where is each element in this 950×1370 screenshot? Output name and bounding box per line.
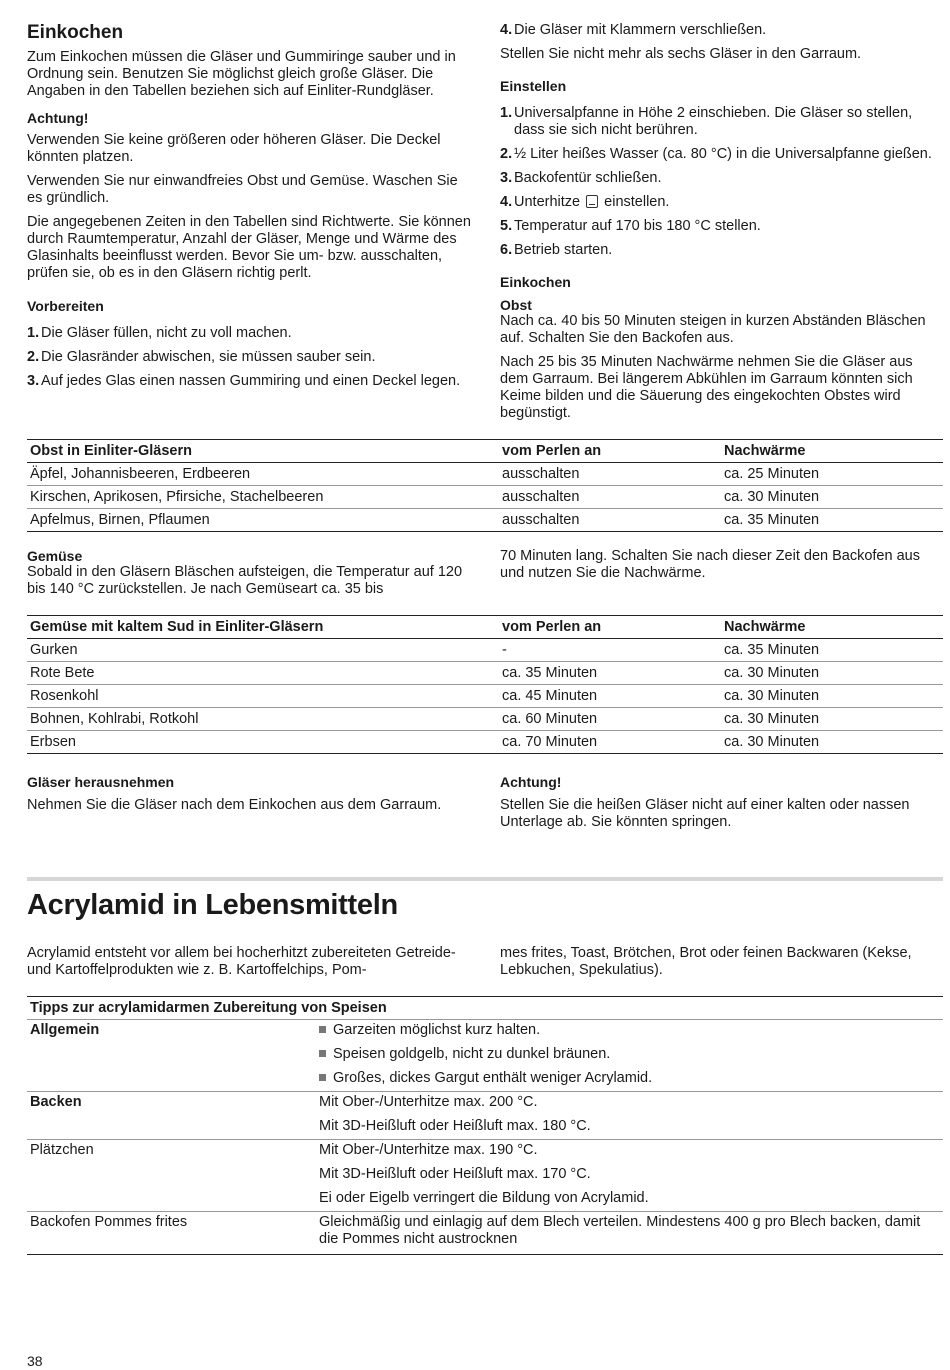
table-cell: Erbsen xyxy=(27,731,499,754)
tips-group-items xyxy=(316,1020,943,1092)
einstellen-step: 4. Unterhitze einstellen. xyxy=(500,194,670,210)
vorbereiten-step: 2. Die Glasränder abwischen, sie müssen sauber sein. xyxy=(27,349,376,365)
table-row xyxy=(27,708,943,731)
section-divider xyxy=(27,877,943,881)
table-cell: - xyxy=(499,639,721,662)
table-cell: ca. 35 Minuten xyxy=(721,509,943,532)
herausnehmen-label: Gläser herausnehmen xyxy=(27,774,175,790)
einkochen-section xyxy=(27,22,943,429)
table-cell: ca. 30 Minuten xyxy=(721,685,943,708)
vorbereiten-step: 3. Auf jedes Glas einen nassen Gummiring und einen Deckel legen. xyxy=(27,373,461,389)
column-header: vom Perlen an xyxy=(499,440,721,463)
table-cell: Gurken xyxy=(27,639,499,662)
einkochen-title: Einkochen xyxy=(27,22,124,43)
tips-group-label: Allgemein xyxy=(27,1020,316,1092)
acrylamid-text-left: Acrylamid entsteht vor allem bei hocherhitzt zubereiteten Getreide- und Kartoffelprodukten wie z. B. Kartoffelchips, Pom- xyxy=(27,945,456,978)
list-item: Mit Ober-/Unterhitze max. 200 °C. xyxy=(319,1094,538,1110)
obst-label: Obst xyxy=(500,297,532,313)
tips-group-label: Backofen Pommes frites xyxy=(27,1212,316,1255)
table-header-row xyxy=(27,616,943,639)
gemuese-section xyxy=(27,548,943,598)
table-cell: ca. 35 Minuten xyxy=(721,639,943,662)
table-cell: Rosenkohl xyxy=(27,685,499,708)
vorbereiten-label: Vorbereiten xyxy=(27,298,104,314)
table-row xyxy=(27,662,943,685)
table-row xyxy=(27,1092,943,1140)
column-header: vom Perlen an xyxy=(499,616,721,639)
achtung-text-2: Stellen Sie die heißen Gläser nicht auf einer kalten oder nassen Unterlage ab. Sie könnten springen. xyxy=(500,797,910,830)
table-row xyxy=(27,1212,943,1255)
table-cell: ca. 60 Minuten xyxy=(499,708,721,731)
einstellen-step: 3. Backofentür schließen. xyxy=(500,170,662,186)
einkochen-sub-label: Einkochen xyxy=(500,274,571,290)
achtung-label-2: Achtung! xyxy=(500,774,562,790)
table-row xyxy=(27,731,943,754)
list-item: Garzeiten möglichst kurz halten. xyxy=(319,1022,940,1039)
tips-group-label: Plätzchen xyxy=(27,1140,316,1212)
table-cell: ca. 30 Minuten xyxy=(721,708,943,731)
obst-paragraph-2: Nach 25 bis 35 Minuten Nachwärme nehmen Sie die Gläser aus dem Garraum. Bei längerem Abkühlen im Garraum könnten sich Keime bilden und die Säuerung des eingekochten Obstes wird begünstigt. xyxy=(500,354,913,421)
herausnehmen-section xyxy=(27,774,943,838)
list-item: Speisen goldgelb, nicht zu dunkel bräunen. xyxy=(319,1046,940,1063)
table-cell: ausschalten xyxy=(499,509,721,532)
table-row xyxy=(27,685,943,708)
einstellen-step: 1. Universalpfanne in Höhe 2 einschieben. Die Gläser so stellen, dass sie sich nicht berühren. xyxy=(500,105,913,138)
table-row xyxy=(27,463,943,486)
tips-group-items xyxy=(316,1092,943,1140)
list-item: Mit 3D-Heißluft oder Heißluft max. 180 °C. xyxy=(319,1118,591,1134)
achtung-paragraph-1: Verwenden Sie keine größeren oder höheren Gläser. Die Deckel könnten platzen. xyxy=(27,132,441,165)
acrylamid-title: Acrylamid in Lebensmitteln xyxy=(27,889,398,921)
vorbereiten-list-cont xyxy=(500,22,943,39)
table-row xyxy=(27,1020,943,1092)
column-header: Nachwärme xyxy=(721,440,943,463)
square-bullet-icon xyxy=(319,1050,326,1057)
table-row xyxy=(27,639,943,662)
list-item: Großes, dickes Gargut enthält weniger Acrylamid. xyxy=(319,1070,940,1087)
tips-group-label: Backen xyxy=(27,1092,316,1140)
table-cell: ca. 45 Minuten xyxy=(499,685,721,708)
table-cell: Äpfel, Johannisbeeren, Erdbeeren xyxy=(27,463,499,486)
gemuese-label: Gemüse xyxy=(27,548,83,564)
table-cell: ca. 25 Minuten xyxy=(721,463,943,486)
table-row xyxy=(27,486,943,509)
square-bullet-icon xyxy=(319,1074,326,1081)
acrylamid-text-right: mes frites, Toast, Brötchen, Brot oder feinen Backwaren (Kekse, Lebkuchen, Spekulatius). xyxy=(500,945,912,978)
einkochen-intro: Zum Einkochen müssen die Gläser und Gummiringe sauber und in Ordnung sein. Benutzen Sie möglichst gleich große Gläser. Die Angaben in den Tabellen beziehen sich auf Einliter-Rundgläser. xyxy=(27,49,456,99)
gemuese-text-right: 70 Minuten lang. Schalten Sie nach dieser Zeit den Backofen aus und nutzen Sie die Nachwärme. xyxy=(500,548,920,581)
table-cell: Kirschen, Aprikosen, Pfirsiche, Stachelbeeren xyxy=(27,486,499,509)
einstellen-step: 6. Betrieb starten. xyxy=(500,242,613,258)
einstellen-label: Einstellen xyxy=(500,78,567,94)
table-row xyxy=(27,1140,943,1212)
obst-table xyxy=(27,439,943,532)
obst-paragraph-1: Nach ca. 40 bis 50 Minuten steigen in kurzen Abständen Bläschen auf. Schalten Sie den Backofen aus. xyxy=(500,313,926,346)
list-item: Gleichmäßig und einlagig auf dem Blech verteilen. Mindestens 400 g pro Blech backen, damit die Pommes nicht austrocknen xyxy=(319,1214,921,1247)
acrylamid-intro xyxy=(27,945,943,979)
table-cell: ca. 30 Minuten xyxy=(721,486,943,509)
table-cell: Rote Bete xyxy=(27,662,499,685)
table-header-row xyxy=(27,440,943,463)
einstellen-step: 5. Temperatur auf 170 bis 180 °C stellen. xyxy=(500,218,761,234)
table-cell: ausschalten xyxy=(499,463,721,486)
achtung-paragraph-3: Die angegebenen Zeiten in den Tabellen sind Richtwerte. Sie können durch Raumtemperatur, Anzahl der Gläser, Menge und Wärme des Glasinhalts beeinflusst werden. Bevor Sie um- bzw. ausschalten, prüfen sie, ob es in den Gläsern richtig perlt. xyxy=(27,214,471,281)
einstellen-step: 2. ½ Liter heißes Wasser (ca. 80 °C) in die Universalpfanne gießen. xyxy=(500,146,932,162)
tips-group-items xyxy=(316,1212,943,1255)
acrylamid-tips-table xyxy=(27,996,943,1255)
max-glasses-note: Stellen Sie nicht mehr als sechs Gläser in den Garraum. xyxy=(500,46,862,62)
vorbereiten-step: 1. Die Gläser füllen, nicht zu voll machen. xyxy=(27,325,292,341)
table-cell: Bohnen, Kohlrabi, Rotkohl xyxy=(27,708,499,731)
column-header: Nachwärme xyxy=(721,616,943,639)
achtung-label: Achtung! xyxy=(27,110,89,126)
herausnehmen-text: Nehmen Sie die Gläser nach dem Einkochen aus dem Garraum. xyxy=(27,797,442,813)
list-item: Mit Ober-/Unterhitze max. 190 °C. xyxy=(319,1142,538,1158)
table-cell: ca. 70 Minuten xyxy=(499,731,721,754)
column-header: Obst in Einliter-Gläsern xyxy=(27,440,499,463)
achtung-paragraph-2: Verwenden Sie nur einwandfreies Obst und Gemüse. Waschen Sie es gründlich. xyxy=(27,173,458,206)
vorbereiten-list xyxy=(27,325,473,390)
list-item: Mit 3D-Heißluft oder Heißluft max. 170 °C. xyxy=(319,1166,591,1182)
table-row xyxy=(27,509,943,532)
column-header: Gemüse mit kaltem Sud in Einliter-Gläsern xyxy=(27,616,499,639)
tips-table-header: Tipps zur acrylamidarmen Zubereitung von Speisen xyxy=(27,997,943,1020)
table-cell: ausschalten xyxy=(499,486,721,509)
table-cell: ca. 30 Minuten xyxy=(721,731,943,754)
tips-group-items xyxy=(316,1140,943,1212)
einstellen-list xyxy=(500,105,943,259)
list-item: Ei oder Eigelb verringert die Bildung von Acrylamid. xyxy=(319,1190,649,1206)
table-cell: Apfelmus, Birnen, Pflaumen xyxy=(27,509,499,532)
table-cell: ca. 35 Minuten xyxy=(499,662,721,685)
gemuese-table xyxy=(27,615,943,754)
vorbereiten-step: 4. Die Gläser mit Klammern verschließen. xyxy=(500,22,767,38)
table-cell: ca. 30 Minuten xyxy=(721,662,943,685)
page-number: 38 xyxy=(27,1353,43,1369)
square-bullet-icon xyxy=(319,1026,326,1033)
bottom-heat-icon xyxy=(586,195,598,208)
gemuese-text-left: Sobald in den Gläsern Bläschen aufsteigen, die Temperatur auf 120 bis 140 °C zurückstellen. Je nach Gemüseart ca. 35 bis xyxy=(27,564,463,597)
